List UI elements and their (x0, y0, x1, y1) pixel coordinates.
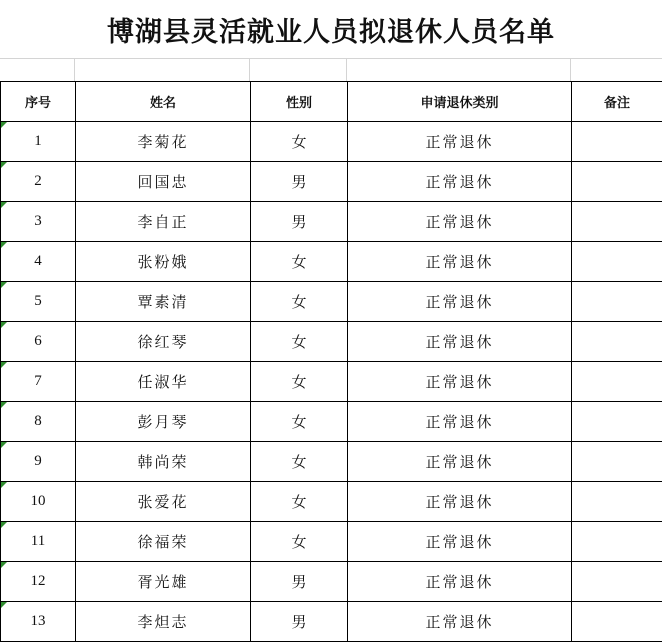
name-cell[interactable]: 张爱花 (76, 482, 251, 522)
gender-cell[interactable]: 女 (251, 362, 348, 402)
name-cell[interactable]: 李自正 (76, 202, 251, 242)
gender-cell[interactable]: 女 (251, 482, 348, 522)
note-cell[interactable] (572, 522, 662, 562)
retire-type-cell[interactable]: 正常退休 (348, 482, 572, 522)
header-note[interactable]: 备注 (572, 82, 662, 122)
table-row (1, 202, 662, 242)
name-cell[interactable]: 覃素清 (76, 282, 251, 322)
gender-cell[interactable]: 男 (251, 202, 348, 242)
note-cell[interactable] (572, 282, 662, 322)
note-cell[interactable] (572, 562, 662, 602)
retire-type-cell[interactable]: 正常退休 (348, 122, 572, 162)
row-number-cell[interactable]: 13 (1, 602, 76, 642)
empty-cell[interactable] (0, 58, 75, 81)
empty-cell[interactable] (571, 58, 662, 81)
gender-cell[interactable]: 男 (251, 162, 348, 202)
table-row (1, 402, 662, 442)
retiree-table (0, 81, 662, 642)
note-cell[interactable] (572, 402, 662, 442)
gender-cell[interactable]: 女 (251, 442, 348, 482)
row-number-cell[interactable]: 3 (1, 202, 76, 242)
gender-cell[interactable]: 女 (251, 322, 348, 362)
table-row (1, 282, 662, 322)
table-row (1, 522, 662, 562)
header-row (1, 82, 662, 122)
header-no[interactable]: 序号 (1, 82, 76, 122)
gender-cell[interactable]: 女 (251, 242, 348, 282)
note-cell[interactable] (572, 122, 662, 162)
note-cell[interactable] (572, 162, 662, 202)
row-number-cell[interactable]: 8 (1, 402, 76, 442)
retire-type-cell[interactable]: 正常退休 (348, 602, 572, 642)
name-cell[interactable]: 徐福荣 (76, 522, 251, 562)
note-cell[interactable] (572, 322, 662, 362)
retire-type-cell[interactable]: 正常退休 (348, 522, 572, 562)
name-cell[interactable]: 徐红琴 (76, 322, 251, 362)
table-row (1, 602, 662, 642)
gender-cell[interactable]: 女 (251, 522, 348, 562)
retire-type-cell[interactable]: 正常退休 (348, 242, 572, 282)
row-number-cell[interactable]: 2 (1, 162, 76, 202)
name-cell[interactable]: 李炟志 (76, 602, 251, 642)
header-name[interactable]: 姓名 (76, 82, 251, 122)
table-row (1, 242, 662, 282)
note-cell[interactable] (572, 442, 662, 482)
gender-cell[interactable]: 女 (251, 122, 348, 162)
empty-cell[interactable] (347, 58, 571, 81)
table-row (1, 362, 662, 402)
row-number-cell[interactable]: 12 (1, 562, 76, 602)
page-title: 博湖县灵活就业人员拟退休人员名单 (107, 16, 555, 48)
note-cell[interactable] (572, 482, 662, 522)
table-row (1, 162, 662, 202)
retire-type-cell[interactable]: 正常退休 (348, 202, 572, 242)
table-row (1, 322, 662, 362)
retire-type-cell[interactable]: 正常退休 (348, 322, 572, 362)
row-number-cell[interactable]: 9 (1, 442, 76, 482)
gender-cell[interactable]: 女 (251, 282, 348, 322)
table-row (1, 562, 662, 602)
retire-type-cell[interactable]: 正常退休 (348, 282, 572, 322)
row-number-cell[interactable]: 7 (1, 362, 76, 402)
table-row (1, 482, 662, 522)
gender-cell[interactable]: 男 (251, 562, 348, 602)
retire-type-cell[interactable]: 正常退休 (348, 442, 572, 482)
note-cell[interactable] (572, 242, 662, 282)
name-cell[interactable]: 彭月琴 (76, 402, 251, 442)
gender-cell[interactable]: 女 (251, 402, 348, 442)
name-cell[interactable]: 任淑华 (76, 362, 251, 402)
header-type[interactable]: 申请退休类别 (348, 82, 572, 122)
title-row (0, 0, 662, 59)
retire-type-cell[interactable]: 正常退休 (348, 362, 572, 402)
row-number-cell[interactable]: 5 (1, 282, 76, 322)
table-row (1, 442, 662, 482)
table-row (1, 122, 662, 162)
row-number-cell[interactable]: 1 (1, 122, 76, 162)
name-cell[interactable]: 胥光雄 (76, 562, 251, 602)
gender-cell[interactable]: 男 (251, 602, 348, 642)
row-number-cell[interactable]: 11 (1, 522, 76, 562)
empty-cell[interactable] (75, 58, 250, 81)
retire-type-cell[interactable]: 正常退休 (348, 162, 572, 202)
name-cell[interactable]: 韩尚荣 (76, 442, 251, 482)
row-number-cell[interactable]: 6 (1, 322, 76, 362)
name-cell[interactable]: 张粉娥 (76, 242, 251, 282)
empty-cell[interactable] (250, 58, 347, 81)
note-cell[interactable] (572, 602, 662, 642)
note-cell[interactable] (572, 202, 662, 242)
empty-row (0, 58, 662, 81)
name-cell[interactable]: 回国忠 (76, 162, 251, 202)
retire-type-cell[interactable]: 正常退休 (348, 402, 572, 442)
row-number-cell[interactable]: 4 (1, 242, 76, 282)
row-number-cell[interactable]: 10 (1, 482, 76, 522)
note-cell[interactable] (572, 362, 662, 402)
header-gender[interactable]: 性别 (251, 82, 348, 122)
name-cell[interactable]: 李菊花 (76, 122, 251, 162)
retire-type-cell[interactable]: 正常退休 (348, 562, 572, 602)
